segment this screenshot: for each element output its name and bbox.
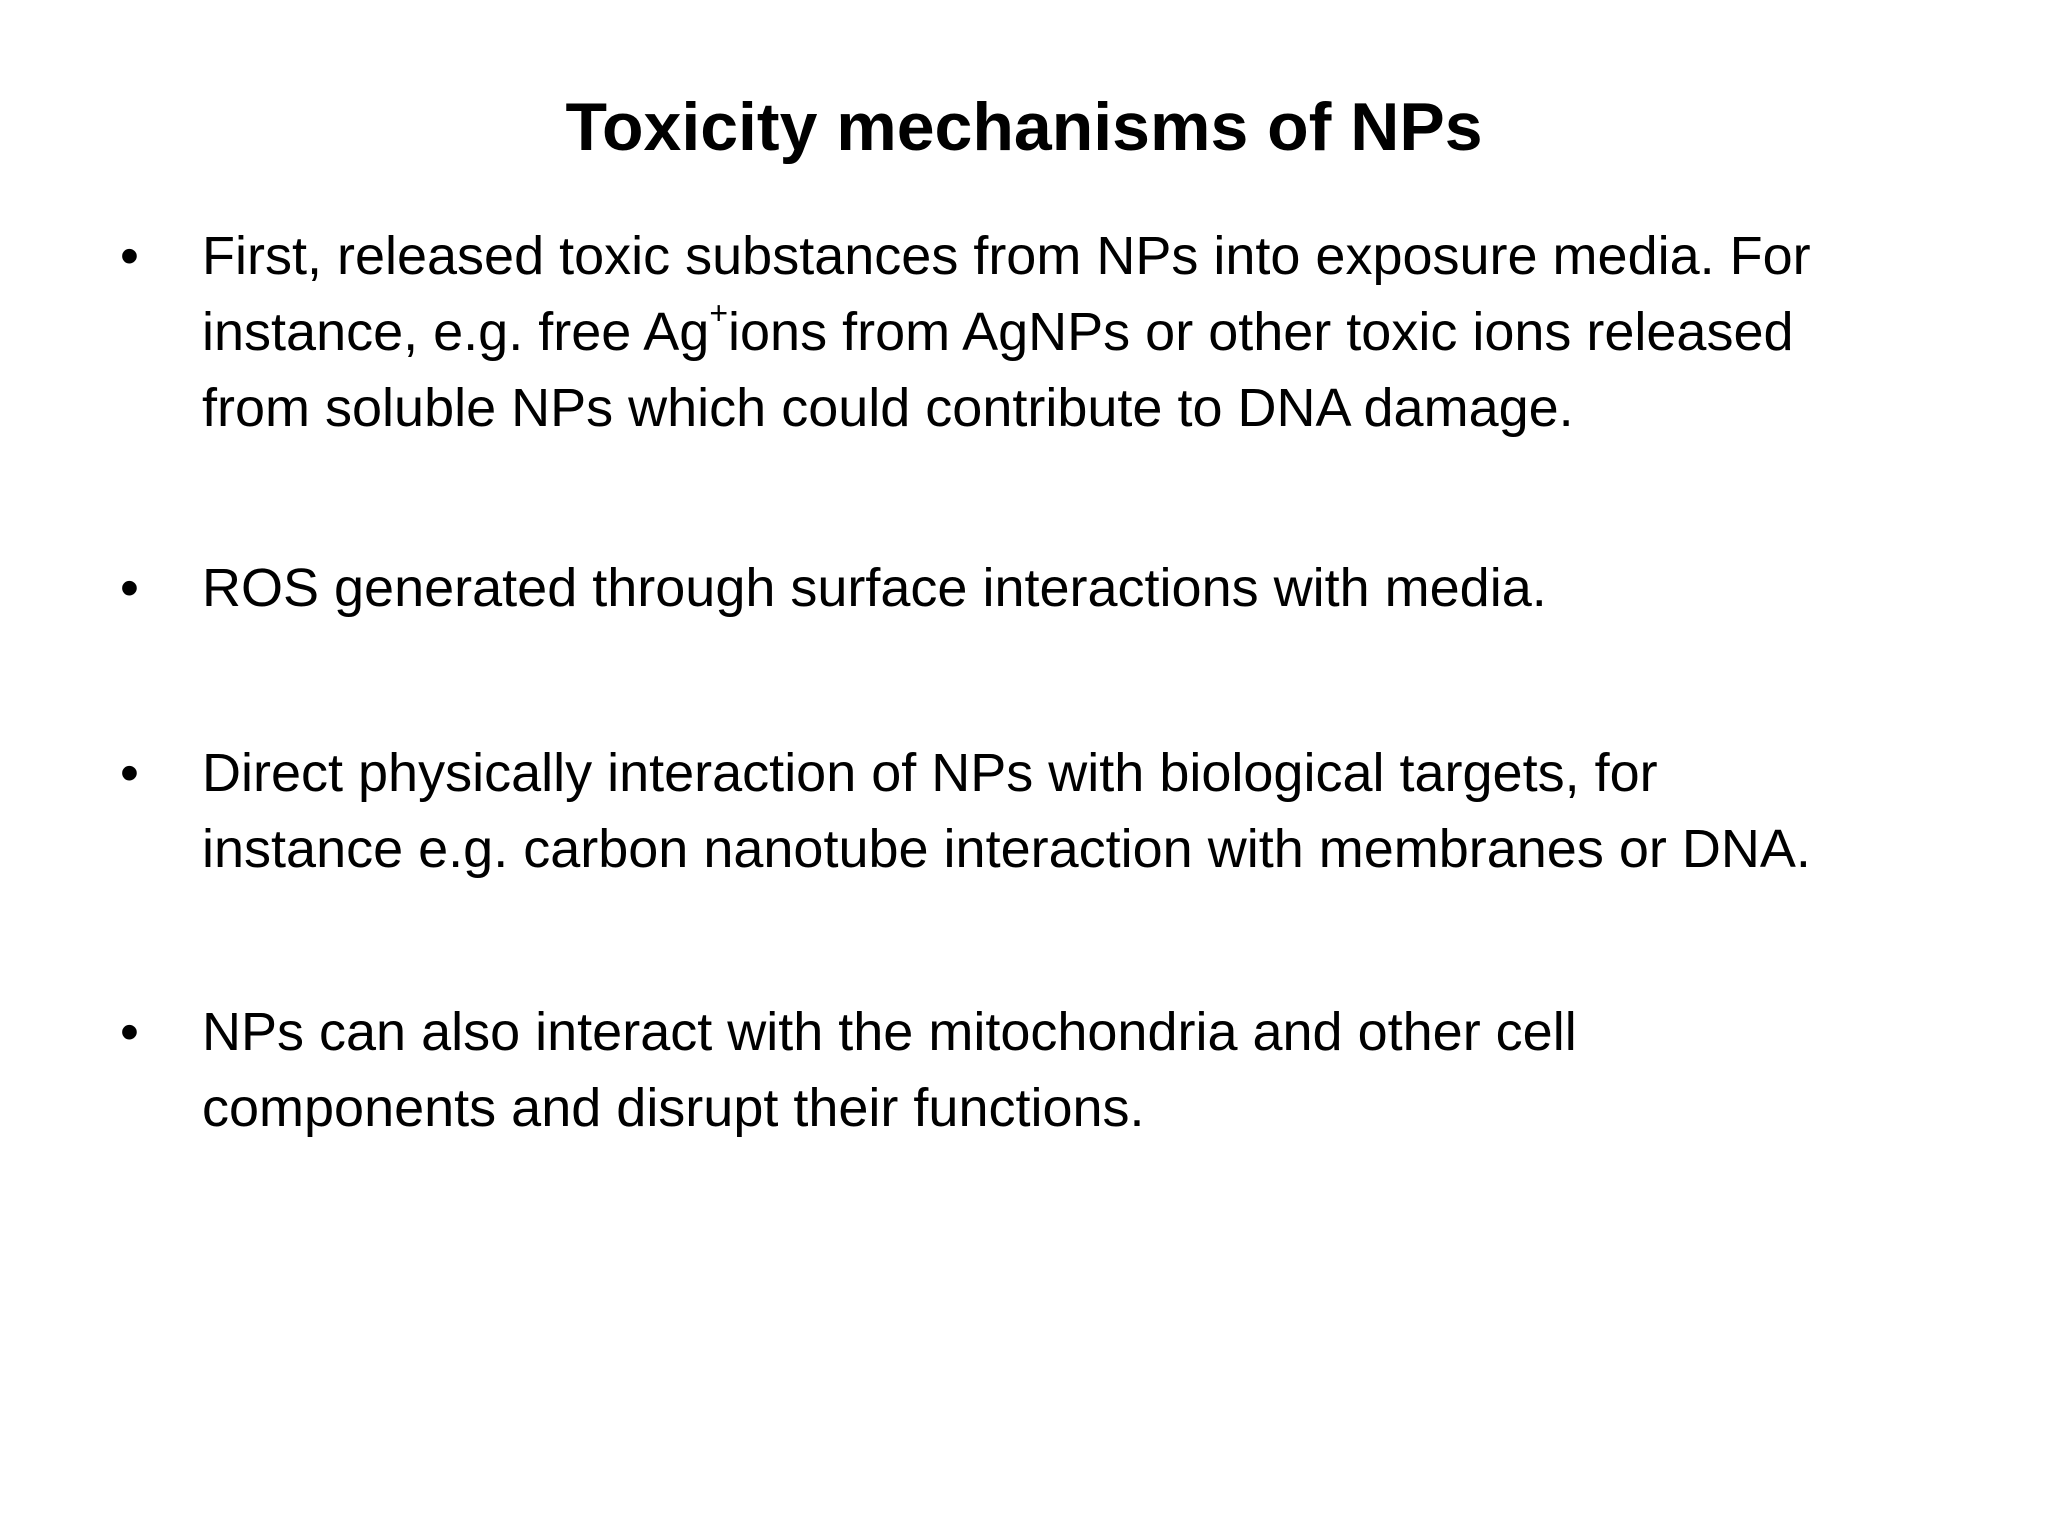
bullet-line: ROS generated through surface interactions with media. bbox=[202, 558, 1547, 618]
bullet-line bbox=[202, 294, 2002, 370]
bullet-text bbox=[202, 994, 2002, 1146]
bullet-icon: • bbox=[120, 226, 139, 286]
bullet-line: components and disrupt their functions. bbox=[202, 1078, 1145, 1138]
bullet-icon: • bbox=[120, 1002, 139, 1062]
bullet-line: NPs can also interact with the mitochondria and other cell bbox=[202, 1002, 1577, 1062]
bullet-text bbox=[202, 550, 2002, 626]
bullet-icon: • bbox=[120, 558, 139, 618]
bullet-line: Direct physically interaction of NPs with biological targets, for bbox=[202, 743, 1658, 803]
superscript-plus: + bbox=[709, 295, 729, 331]
inline-text: instance, e.g. free Ag bbox=[202, 302, 710, 362]
inline-text: ions from AgNPs or other toxic ions released bbox=[728, 302, 1794, 362]
bullet-line: instance e.g. carbon nanotube interaction with membranes or DNA. bbox=[202, 819, 1811, 879]
slide-title: Toxicity mechanisms of NPs bbox=[565, 89, 1483, 165]
bullet-line: from soluble NPs which could contribute to DNA damage. bbox=[202, 378, 1574, 438]
bullet-icon: • bbox=[120, 743, 139, 803]
bullet-line: First, released toxic substances from NPs into exposure media. For bbox=[202, 226, 1811, 286]
bullet-text bbox=[202, 218, 2002, 446]
bullet-text bbox=[202, 735, 2002, 887]
